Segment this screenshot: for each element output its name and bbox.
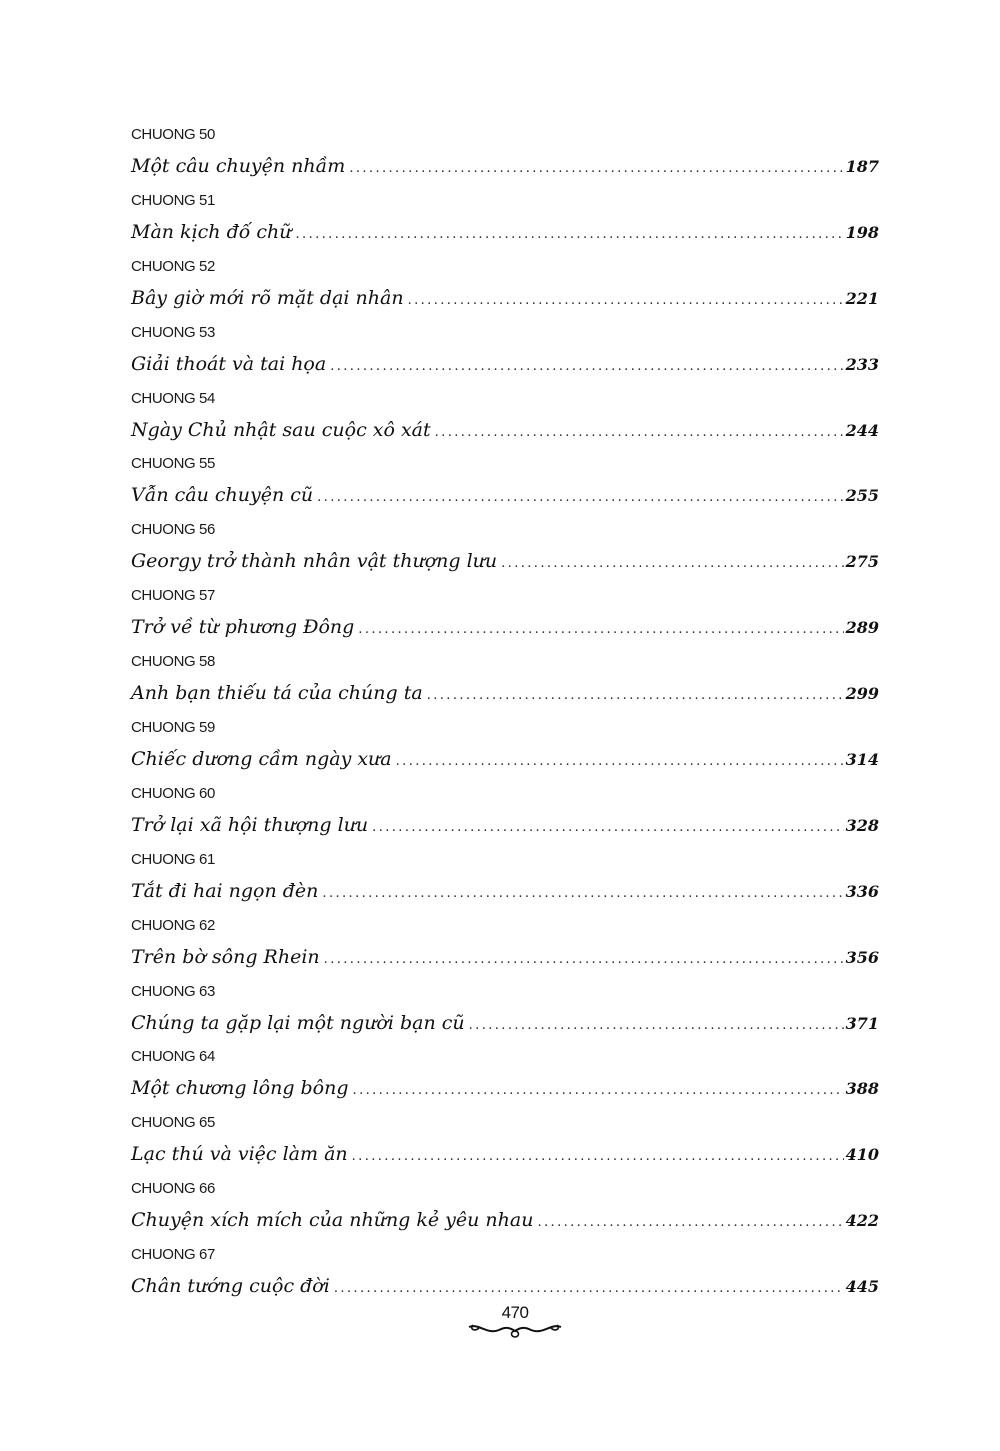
toc-entry [131,715,879,781]
chapter-title: Màn kịch đố chữ [131,220,292,243]
dot-leader [537,1215,843,1230]
dot-leader [349,161,843,176]
chapter-title: Một chương lông bông [131,1077,349,1100]
chapter-label: CHUONG 52 [131,257,215,275]
chapter-title: Một câu chuyện nhầm [131,155,346,177]
toc-entry [131,451,879,517]
chapter-page-number: 422 [845,1211,879,1231]
dot-leader [372,820,843,835]
toc-line [131,1143,879,1165]
toc-line [131,1275,879,1297]
toc-entry [131,386,879,452]
chapter-page-number: 198 [845,222,879,242]
table-of-contents [131,122,879,1308]
toc-entry [131,1176,879,1242]
chapter-title: Chúng ta gặp lại một người bạn cũ [131,1011,465,1034]
chapter-label: CHUONG 63 [131,982,215,1000]
chapter-label: CHUONG 67 [131,1246,215,1264]
toc-entry [131,122,879,188]
chapter-label: CHUONG 56 [131,521,215,539]
chapter-page-number: 289 [845,618,879,638]
toc-entry [131,254,879,320]
chapter-title: Chiếc dương cầm ngày xưa [131,748,392,771]
chapter-title: Giải thoát và tai họa [131,352,327,375]
chapter-page-number: 299 [845,684,879,704]
chapter-page-number: 388 [845,1079,879,1099]
dot-leader [322,886,843,901]
chapter-page-number: 328 [845,815,879,835]
chapter-label: CHUONG 59 [131,719,215,737]
chapter-title: Trở về từ phương Đông [131,616,355,639]
dot-leader [353,1083,844,1098]
dot-leader [427,688,844,703]
scroll-flourish-icon [465,1321,565,1339]
toc-entry [131,1110,879,1176]
toc-line [131,1012,879,1034]
chapter-label: CHUONG 64 [131,1048,215,1066]
toc-line [131,155,879,177]
dot-leader [352,1149,844,1164]
dot-leader [408,293,844,308]
toc-line [131,550,879,572]
toc-entry [131,649,879,715]
toc-entry [131,979,879,1045]
chapter-label: CHUONG 66 [131,1180,215,1198]
chapter-title: Trên bờ sông Rhein [131,945,320,968]
dot-leader [358,622,843,637]
dot-leader [435,425,844,440]
dot-leader [324,952,844,967]
chapter-label: CHUONG 58 [131,653,215,671]
chapter-page-number: 244 [845,420,879,440]
dot-leader [296,227,844,242]
dot-leader [469,1018,844,1033]
toc-entry [131,913,879,979]
dot-leader [334,1281,844,1296]
toc-line [131,946,879,968]
chapter-page-number: 275 [845,552,879,572]
chapter-label: CHUONG 50 [131,126,215,143]
toc-line [131,682,879,704]
toc-line [131,484,879,506]
dot-leader [396,754,844,769]
chapter-label: CHUONG 51 [131,191,215,209]
chapter-title: Chuyện xích mích của những kẻ yêu nhau [131,1209,534,1232]
toc-entry [131,583,879,649]
chapter-label: CHUONG 60 [131,784,215,802]
chapter-label: CHUONG 57 [131,587,215,605]
chapter-page-number: 314 [845,750,879,770]
chapter-title: Vẫn câu chuyện cũ [131,484,314,507]
toc-entry [131,320,879,386]
toc-line [131,287,879,309]
chapter-label: CHUONG 53 [131,323,215,341]
chapter-page-number: 445 [845,1277,879,1297]
chapter-page-number: 410 [845,1145,879,1165]
toc-line [131,1209,879,1231]
toc-entry [131,781,879,847]
chapter-label: CHUONG 61 [131,850,215,868]
chapter-page-number: 255 [845,486,879,506]
toc-entry [131,517,879,583]
chapter-page-number: 371 [845,1013,879,1033]
chapter-label: CHUONG 65 [131,1114,215,1132]
chapter-label: CHUONG 62 [131,916,215,934]
toc-line [131,419,879,441]
chapter-page-number: 336 [845,881,879,901]
toc-line [131,616,879,638]
dot-leader [317,490,843,505]
chapter-title: Georgy trở thành nhân vật thượng lưu [131,550,498,573]
chapter-page-number: 233 [845,354,879,374]
dot-leader [501,556,843,571]
chapter-page-number: 221 [845,288,879,308]
chapter-page-number: 187 [845,157,879,176]
chapter-title: Chân tướng cuộc đời [131,1275,330,1298]
chapter-title: Bây giờ mới rõ mặt dại nhân [131,286,404,309]
dot-leader [330,359,843,374]
chapter-title: Anh bạn thiếu tá của chúng ta [131,682,423,705]
chapter-page-number: 356 [845,947,879,967]
toc-line [131,814,879,836]
toc-entry [131,847,879,913]
toc-line [131,748,879,770]
chapter-title: Lạc thú và việc làm ăn [131,1143,348,1166]
chapter-title: Tắt đi hai ngọn đèn [131,879,319,902]
page-number: 470 [501,1303,529,1322]
toc-entry [131,1044,879,1110]
toc-entry [131,1242,879,1308]
toc-line [131,880,879,902]
chapter-label: CHUONG 54 [131,389,215,407]
toc-line [131,221,879,243]
chapter-label: CHUONG 55 [131,455,215,473]
chapter-title: Trở lại xã hội thượng lưu [131,813,369,836]
toc-line [131,353,879,375]
page-footer [460,1303,570,1339]
toc-entry [131,188,879,254]
toc-line [131,1077,879,1099]
chapter-title: Ngày Chủ nhật sau cuộc xô xát [131,418,431,441]
